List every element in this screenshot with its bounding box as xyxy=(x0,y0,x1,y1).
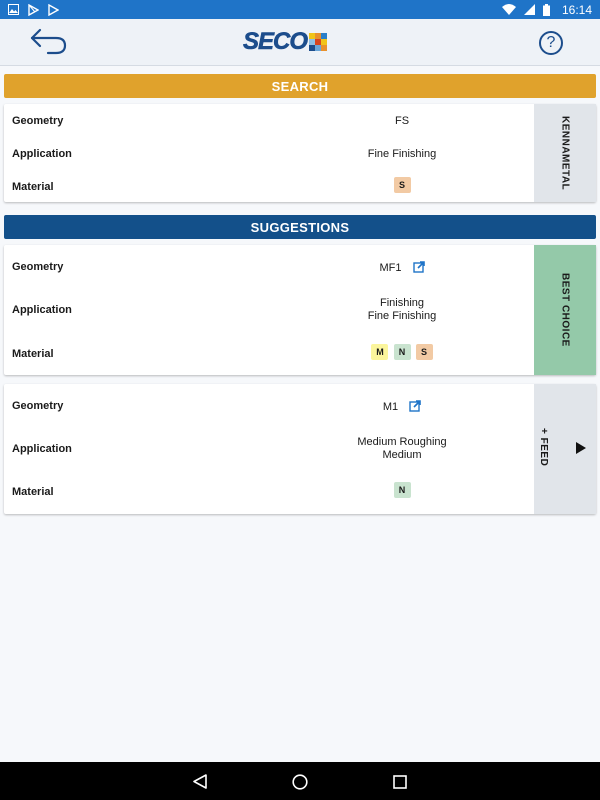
signal-icon xyxy=(524,4,535,15)
material-label: Material xyxy=(12,486,54,498)
geometry-label: Geometry xyxy=(12,261,64,273)
plus-feed-label: + FEED xyxy=(538,428,549,467)
seco-logo xyxy=(243,28,327,55)
app-bar xyxy=(0,19,600,66)
material-chip-n: N xyxy=(394,482,411,498)
play-store-notification-icon xyxy=(28,4,39,16)
search-section-header xyxy=(4,74,596,98)
application-line-2: Medium xyxy=(382,449,422,461)
material-chips xyxy=(272,177,532,193)
external-link-icon[interactable] xyxy=(409,400,421,412)
suggestion-card xyxy=(4,384,596,514)
nav-home-icon[interactable] xyxy=(292,774,308,790)
logo-text: SECO xyxy=(243,28,308,55)
application-line-2: Fine Finishing xyxy=(367,310,437,322)
back-arrow-icon xyxy=(28,27,70,57)
kennametal-label: KENNAMETAL xyxy=(559,115,571,191)
material-chips xyxy=(272,344,532,360)
plus-feed-panel[interactable] xyxy=(534,384,596,514)
geometry-value xyxy=(272,261,532,275)
help-button[interactable] xyxy=(539,31,563,55)
geometry-code: MF1 xyxy=(379,262,402,274)
application-value: Fine Finishing xyxy=(367,148,437,160)
application-value xyxy=(272,436,532,462)
nav-back-icon[interactable] xyxy=(193,774,207,789)
play-store-notification-icon-2 xyxy=(48,4,59,16)
android-nav-bar xyxy=(0,762,600,800)
status-time: 16:14 xyxy=(561,2,592,17)
search-card xyxy=(4,104,596,202)
external-link-icon[interactable] xyxy=(413,261,425,273)
geometry-value: FS xyxy=(394,115,410,127)
status-bar xyxy=(0,0,600,19)
back-button[interactable] xyxy=(28,27,70,57)
geometry-value xyxy=(272,400,532,414)
image-notification-icon xyxy=(8,4,19,15)
application-value xyxy=(272,297,532,323)
battery-icon xyxy=(543,4,550,16)
geometry-label: Geometry xyxy=(12,400,64,412)
question-mark-icon: ? xyxy=(546,34,556,51)
suggestions-section-header xyxy=(4,215,596,239)
application-line-1: Finishing xyxy=(379,297,425,309)
wifi-icon xyxy=(502,4,516,15)
material-label: Material xyxy=(12,348,54,360)
suggestion-card xyxy=(4,245,596,375)
application-label: Application xyxy=(12,148,72,160)
geometry-label: Geometry xyxy=(12,115,64,127)
nav-recents-icon[interactable] xyxy=(393,775,407,789)
search-title: SEARCH xyxy=(271,78,329,94)
logo-color-squares xyxy=(309,33,327,51)
best-choice-panel[interactable] xyxy=(534,245,596,375)
material-chip-s: S xyxy=(416,344,433,360)
material-chips xyxy=(272,482,532,498)
material-chip-s: S xyxy=(394,177,411,193)
material-chip-n: N xyxy=(394,344,411,360)
best-choice-label: BEST CHOICE xyxy=(559,273,571,347)
material-chip-m: M xyxy=(371,344,388,360)
application-line-1: Medium Roughing xyxy=(357,436,447,448)
play-arrow-icon[interactable] xyxy=(576,442,586,454)
suggestions-title: SUGGESTIONS xyxy=(250,219,350,235)
kennametal-panel[interactable] xyxy=(534,104,596,202)
application-label: Application xyxy=(12,304,72,316)
material-label: Material xyxy=(12,181,54,193)
application-label: Application xyxy=(12,443,72,455)
geometry-code: M1 xyxy=(382,401,399,413)
